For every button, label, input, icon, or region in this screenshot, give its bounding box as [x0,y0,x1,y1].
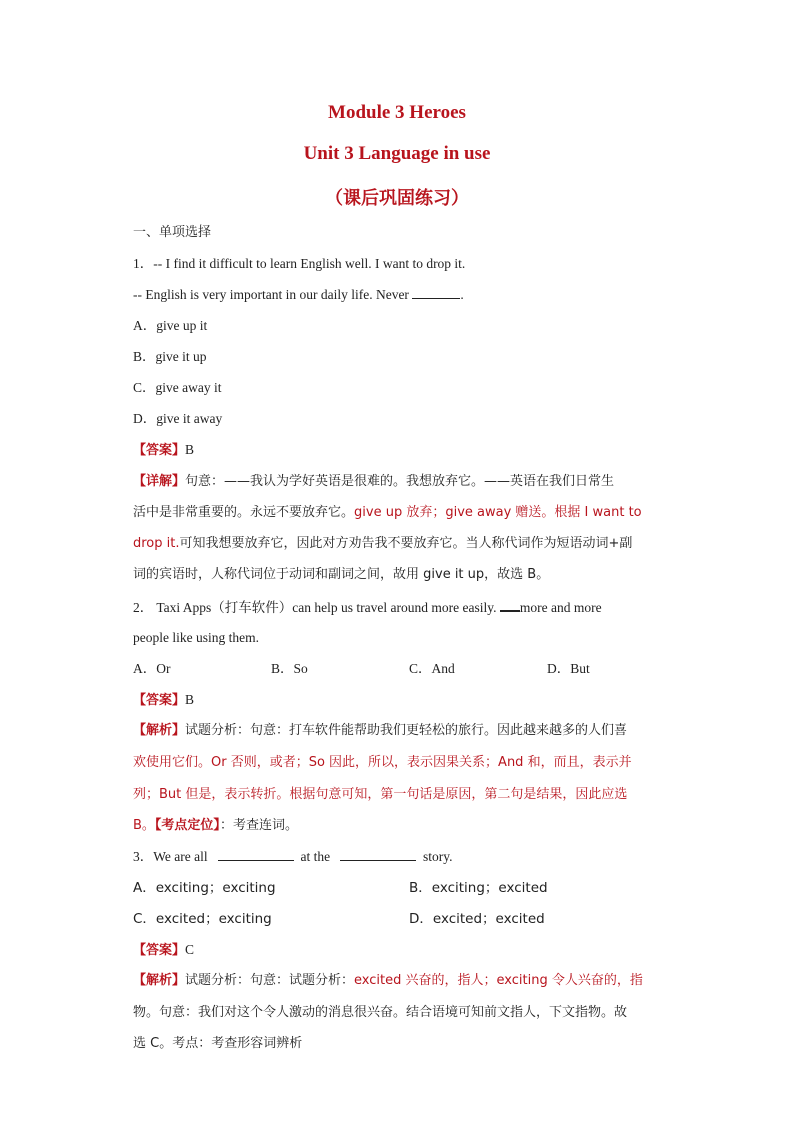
q1-exp2b: give up 放弃；give away 赠送。根据 I want to [354,505,642,520]
q3-answer-value: C [185,942,195,957]
q3-stem [133,848,453,866]
q2-answer-value: B [185,692,195,707]
q2-answer-tag: 【答案】 [133,693,186,708]
q3-option-d: D．excited；excited [409,911,545,927]
q2-stem-line2: people like using them. [133,630,259,645]
q1-detail-tag: 【详解】 [133,474,186,489]
q1-answer-value: B [185,442,195,457]
q2-stem-line1 [133,598,602,617]
q1-answer [133,441,194,460]
q3-answer-tag: 【答案】 [133,943,186,958]
q3-option-c: C．excited；exciting [133,911,272,927]
q2-answer [133,691,194,710]
q1-explanation-line1 [133,473,614,491]
q2-exp1: 试题分析：句意：打车软件能帮助我们更轻松的旅行。因此越来越多的人们喜 [185,723,628,738]
q3-exp1b: excited 兴奋的，指人；exciting 令人兴奋的，指 [354,973,643,988]
q3-stem-b: at the [300,849,331,864]
q1-option-b: B．give it up [133,349,207,364]
q1-exp3a: drop it. [133,536,180,551]
q2-blank [500,598,520,612]
q3-analysis-tag: 【解析】 [133,973,186,988]
q2-explanation-line3 [133,786,627,804]
q1-blank [412,286,460,299]
q1-explanation-line2 [133,504,642,522]
q3-explanation-line2: 物。句意：我们对这个令人激动的消息很兴奋。结合语境可知前文指人，下文指物。故 [133,1005,628,1020]
q1-option-c: C．give away it [133,380,222,395]
q2-analysis-tag: 【解析】 [133,723,186,738]
q2-explanation-line1 [133,722,627,740]
q3-stem-c: story. [423,849,453,864]
q1-stem-end: . [460,287,464,302]
q2-explanation-line4 [133,817,298,835]
q3-explanation-line1 [133,972,643,990]
q2-exp4a: B。 [133,818,155,833]
q2-option-b: B．So [271,661,308,676]
q2-exp4b: ：考查连词。 [219,818,298,833]
q1-stem-line2 [133,286,464,304]
q1-exp1: 句意：——我认为学好英语是很难的。我想放弃它。——英语在我们日常生 [185,474,615,489]
unit-title: Unit 3 Language in use [303,143,491,164]
q3-blank-1 [218,848,294,861]
q1-explanation-line4: 词的宾语时，人称代词位于动词和副词之间，故用 give it up，故选 B。 [133,567,550,582]
q2-option-c: C．And [409,661,455,676]
q1-stem-text: -- English is very important in our daily life. Never [133,287,409,302]
q3-answer [133,941,194,960]
module-title: Module 3 Heroes [328,102,466,123]
q2-option-a: A．Or [133,661,171,676]
q1-exp2a: 活中是非常重要的。永远不要放弃它。 [133,505,355,520]
q3-explanation-line3: 选 C。考点：考查形容词辨析 [133,1036,303,1051]
q2-kaodian-tag: 【考点定位】 [154,818,220,833]
q3-blank-2 [340,848,416,861]
q1-explanation-line3 [133,535,632,553]
q2-explanation-line2: 欢使用它们。Or 否则，或者；So 因此，所以，表示因果关系；And 和，而且，表示并 [133,755,632,770]
q2-exp3: 列；But 但是，表示转折。根据句意可知，第一句话是原因，第二句是结果，因此应选 [133,787,628,802]
q2-stem-tail: more and more [519,600,602,615]
q1-exp3b: 可知我想要放弃它，因此对方劝告我不要放弃它。当人称代词作为短语动词+副 [179,536,633,551]
q2-option-d: D．But [547,661,590,676]
q1-stem-line1: 1．-- I find it difficult to learn English well. I want to drop it. [133,256,466,271]
q3-option-b: B．exciting；excited [409,880,548,896]
q3-stem-a: 3．We are all [133,849,208,864]
section-heading: 一、单项选择 [133,225,212,240]
q2-stem-text: 2． Taxi Apps（打车软件）can help us travel around more easily. [133,600,497,615]
q1-option-a: A．give up it [133,318,208,333]
q3-option-a: A．exciting；exciting [133,880,276,896]
q1-option-d: D．give it away [133,411,223,426]
q1-answer-tag: 【答案】 [133,443,186,458]
exercise-subtitle: （课后巩固练习） [325,188,469,209]
q3-exp1a: 试题分析：句意：试题分析： [185,973,355,988]
